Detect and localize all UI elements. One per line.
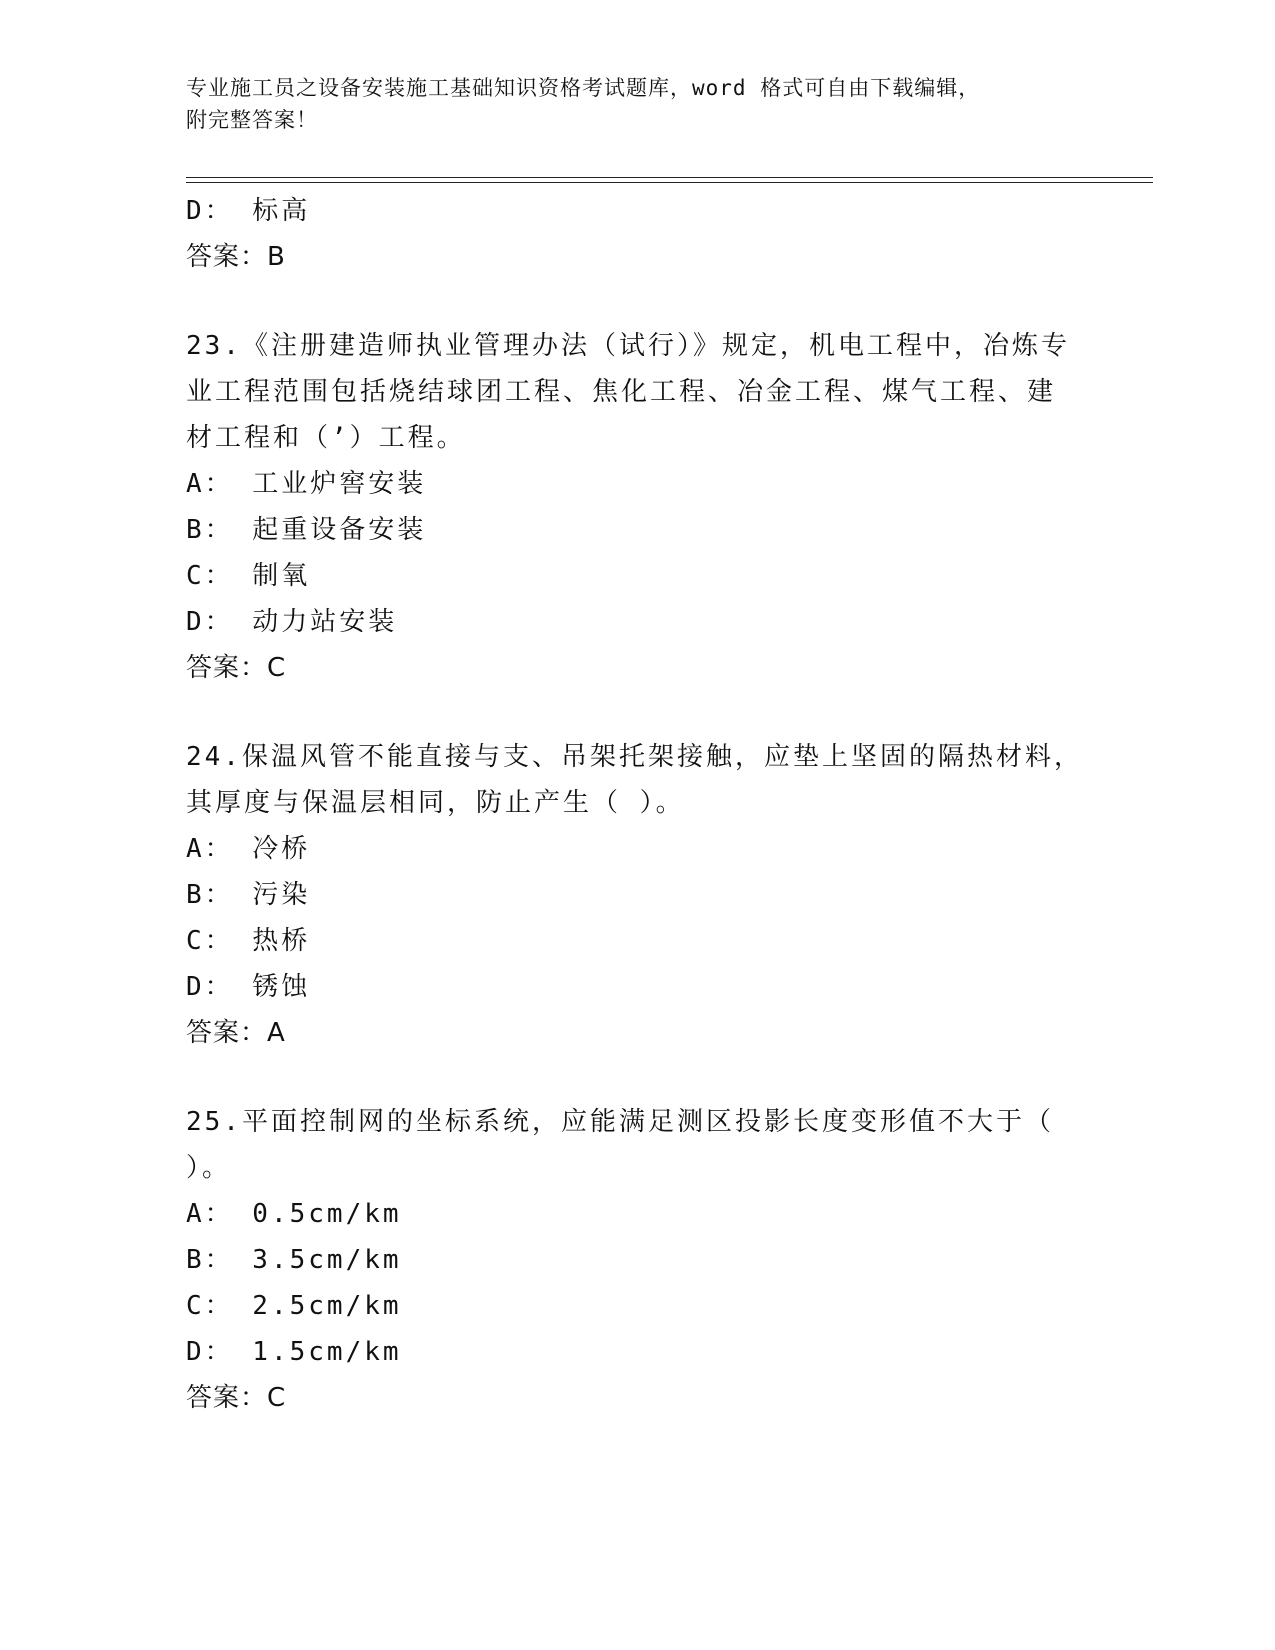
header-line-2: 附完整答案！: [186, 108, 318, 132]
question-text-line: 24.保温风管不能直接与支、吊架托架接触，应垫上坚固的隔热材料，: [186, 742, 1083, 772]
header-divider-top: [186, 177, 1153, 178]
question-25: [186, 1099, 1066, 1421]
question-text-line: 其厚度与保温层相同，防止产生（ ）。: [186, 788, 685, 818]
question-text-line: 业工程范围包括烧结球团工程、焦化工程、冶金工程、煤气工程、建: [186, 377, 1057, 407]
answer: 答案：A: [186, 1018, 286, 1048]
option-a: A： 冷桥: [186, 834, 311, 864]
question-24: [186, 734, 1083, 1056]
option-d: D： 动力站安装: [186, 607, 398, 637]
spacer: [186, 1056, 1066, 1099]
question-text-line: 材工程和（’）工程。: [186, 423, 466, 453]
spacer: [186, 280, 1066, 323]
question-text-line: 23.《注册建造师执业管理办法（试行）》规定，机电工程中，冶炼专: [186, 331, 1070, 361]
header-line-1: 专业施工员之设备安装施工基础知识资格考试题库，word 格式可自由下载编辑，: [186, 76, 981, 100]
answer: 答案：C: [186, 1383, 287, 1413]
question-text-line: 25.平面控制网的坐标系统，应能满足测区投影长度变形值不大于（: [186, 1107, 1054, 1137]
question-content: [186, 188, 1083, 1421]
option-a: A： 0.5cm/km: [186, 1199, 402, 1229]
option-c: C： 制氧: [186, 561, 311, 591]
header-divider-bottom: [186, 182, 1153, 183]
question-23: [186, 323, 1070, 691]
option-c: C： 2.5cm/km: [186, 1291, 402, 1321]
answer: 答案：B: [186, 242, 286, 272]
option-d: D： 1.5cm/km: [186, 1337, 402, 1367]
option-c: C： 热桥: [186, 926, 311, 956]
option-b: B： 起重设备安装: [186, 515, 427, 545]
answer: 答案：C: [186, 653, 287, 683]
option-b: B： 污染: [186, 880, 311, 910]
previous-question-tail: [186, 188, 1066, 280]
page-header: [186, 72, 1066, 136]
question-text-line: ）。: [186, 1153, 232, 1183]
option-a: A： 工业炉窖安装: [186, 469, 427, 499]
option-d: D： 标高: [186, 196, 311, 226]
spacer: [186, 691, 1066, 734]
option-b: B： 3.5cm/km: [186, 1245, 402, 1275]
option-d: D： 锈蚀: [186, 972, 311, 1002]
